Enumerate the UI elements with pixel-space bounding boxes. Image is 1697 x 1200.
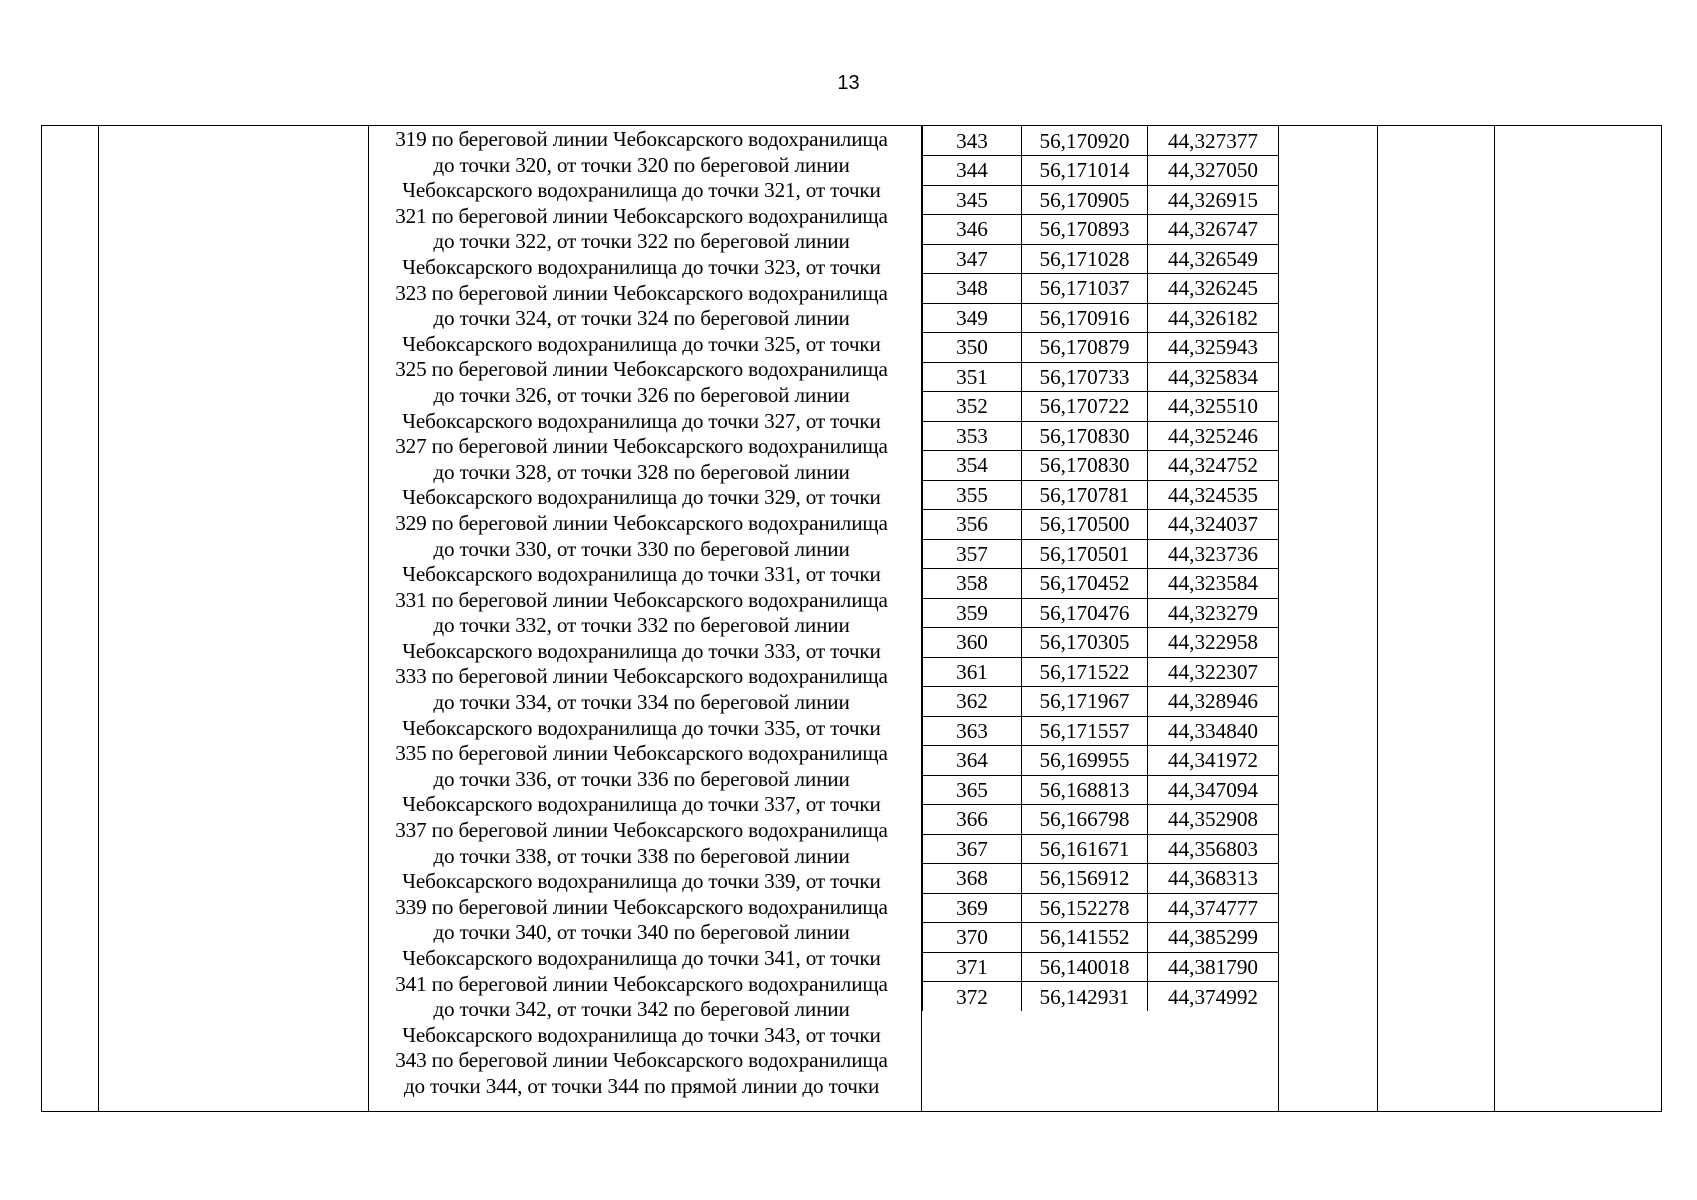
- latitude-cell: 56,141552: [1022, 923, 1148, 953]
- table-row: [923, 716, 1279, 746]
- description-line: до точки 330, от точки 330 по береговой линии: [433, 536, 850, 561]
- point-number-cell: 363: [923, 716, 1022, 746]
- point-number-cell: 367: [923, 834, 1022, 864]
- longitude-cell: 44,327050: [1148, 156, 1279, 186]
- point-number-cell: 361: [923, 657, 1022, 687]
- latitude-cell: 56,170830: [1022, 451, 1148, 481]
- longitude-cell: 44,334840: [1148, 716, 1279, 746]
- point-number-cell: 372: [923, 982, 1022, 1012]
- table-row: [923, 893, 1279, 923]
- table-row: [923, 687, 1279, 717]
- longitude-cell: 44,325510: [1148, 392, 1279, 422]
- boundary-description: [369, 127, 914, 1100]
- point-number-cell: 356: [923, 510, 1022, 540]
- description-line: Чебоксарского водохранилища до точки 325, от точки: [402, 331, 881, 356]
- point-number-cell: 354: [923, 451, 1022, 481]
- table-row: [923, 746, 1279, 776]
- table-row: [923, 569, 1279, 599]
- latitude-cell: 56,142931: [1022, 982, 1148, 1012]
- description-line: до точки 340, от точки 340 по береговой линии: [433, 920, 850, 945]
- description-line: до точки 334, от точки 334 по береговой линии: [433, 690, 850, 715]
- longitude-cell: 44,325246: [1148, 421, 1279, 451]
- point-number-cell: 353: [923, 421, 1022, 451]
- latitude-cell: 56,156912: [1022, 864, 1148, 894]
- longitude-cell: 44,356803: [1148, 834, 1279, 864]
- point-number-cell: 371: [923, 952, 1022, 982]
- description-line: 341 по береговой линии Чебоксарского водохранилища: [395, 971, 888, 996]
- latitude-cell: 56,171028: [1022, 244, 1148, 274]
- longitude-cell: 44,328946: [1148, 687, 1279, 717]
- point-number-cell: 358: [923, 569, 1022, 599]
- table-row: [923, 598, 1279, 628]
- table-row: [923, 362, 1279, 392]
- table-row: [923, 244, 1279, 274]
- table-row: [923, 834, 1279, 864]
- longitude-cell: 44,323584: [1148, 569, 1279, 599]
- column-divider: [1494, 125, 1495, 1112]
- longitude-cell: 44,385299: [1148, 923, 1279, 953]
- latitude-cell: 56,140018: [1022, 952, 1148, 982]
- point-number-cell: 359: [923, 598, 1022, 628]
- point-number-cell: 369: [923, 893, 1022, 923]
- point-number-cell: 351: [923, 362, 1022, 392]
- point-number-cell: 349: [923, 303, 1022, 333]
- latitude-cell: 56,170476: [1022, 598, 1148, 628]
- point-number-cell: 365: [923, 775, 1022, 805]
- latitude-cell: 56,170916: [1022, 303, 1148, 333]
- point-number-cell: 370: [923, 923, 1022, 953]
- table-row: [923, 185, 1279, 215]
- description-line: до точки 326, от точки 326 по береговой линии: [433, 382, 850, 407]
- table-row: [923, 982, 1279, 1012]
- description-line: 325 по береговой линии Чебоксарского водохранилища: [395, 357, 888, 382]
- latitude-cell: 56,166798: [1022, 805, 1148, 835]
- latitude-cell: 56,171522: [1022, 657, 1148, 687]
- description-line: 339 по береговой линии Чебоксарского водохранилища: [395, 894, 888, 919]
- table-row: [923, 392, 1279, 422]
- longitude-cell: 44,347094: [1148, 775, 1279, 805]
- latitude-cell: 56,171967: [1022, 687, 1148, 717]
- description-line: Чебоксарского водохранилища до точки 327, от точки: [402, 408, 881, 433]
- description-line: 327 по береговой линии Чебоксарского водохранилища: [395, 434, 888, 459]
- longitude-cell: 44,324752: [1148, 451, 1279, 481]
- column-divider: [98, 125, 99, 1112]
- longitude-cell: 44,322307: [1148, 657, 1279, 687]
- point-number-cell: 343: [923, 126, 1022, 156]
- table-row: [923, 156, 1279, 186]
- description-line: 337 по береговой линии Чебоксарского водохранилища: [395, 818, 888, 843]
- description-line: 329 по береговой линии Чебоксарского водохранилища: [395, 510, 888, 535]
- longitude-cell: 44,374992: [1148, 982, 1279, 1012]
- description-line: 323 по береговой линии Чебоксарского водохранилища: [395, 280, 888, 305]
- latitude-cell: 56,170500: [1022, 510, 1148, 540]
- longitude-cell: 44,327377: [1148, 126, 1279, 156]
- point-number-cell: 348: [923, 274, 1022, 304]
- longitude-cell: 44,352908: [1148, 805, 1279, 835]
- description-line: Чебоксарского водохранилища до точки 321, от точки: [402, 178, 881, 203]
- table-row: [923, 864, 1279, 894]
- description-line: Чебоксарского водохранилища до точки 335, от точки: [402, 715, 881, 740]
- table-row: [923, 126, 1279, 156]
- point-number-cell: 364: [923, 746, 1022, 776]
- latitude-cell: 56,152278: [1022, 893, 1148, 923]
- table-row: [923, 539, 1279, 569]
- description-line: до точки 322, от точки 322 по береговой линии: [433, 229, 850, 254]
- description-line: до точки 342, от точки 342 по береговой линии: [433, 997, 850, 1022]
- latitude-cell: 56,170452: [1022, 569, 1148, 599]
- longitude-cell: 44,381790: [1148, 952, 1279, 982]
- point-number-cell: 357: [923, 539, 1022, 569]
- point-number-cell: 347: [923, 244, 1022, 274]
- point-number-cell: 362: [923, 687, 1022, 717]
- longitude-cell: 44,325834: [1148, 362, 1279, 392]
- longitude-cell: 44,326549: [1148, 244, 1279, 274]
- latitude-cell: 56,170781: [1022, 480, 1148, 510]
- point-number-cell: 360: [923, 628, 1022, 658]
- latitude-cell: 56,170305: [1022, 628, 1148, 658]
- description-line: Чебоксарского водохранилища до точки 343, от точки: [402, 1022, 881, 1047]
- latitude-cell: 56,170722: [1022, 392, 1148, 422]
- description-line: до точки 336, от точки 336 по береговой линии: [433, 766, 850, 791]
- point-number-cell: 345: [923, 185, 1022, 215]
- description-line: до точки 324, от точки 324 по береговой линии: [433, 306, 850, 331]
- description-line: Чебоксарского водохранилища до точки 341, от точки: [402, 946, 881, 970]
- longitude-cell: 44,323736: [1148, 539, 1279, 569]
- description-line: до точки 344, от точки 344 по прямой линии до точки: [403, 1073, 880, 1098]
- table-row: [923, 775, 1279, 805]
- point-number-cell: 355: [923, 480, 1022, 510]
- table-row: [923, 657, 1279, 687]
- table-row: [923, 510, 1279, 540]
- table-row: [923, 923, 1279, 953]
- longitude-cell: 44,368313: [1148, 864, 1279, 894]
- longitude-cell: 44,325943: [1148, 333, 1279, 363]
- description-line: 321 по береговой линии Чебоксарского водохранилища: [395, 203, 888, 228]
- table-row: [923, 333, 1279, 363]
- table-row: [923, 628, 1279, 658]
- page-number: 13: [837, 72, 860, 94]
- description-line: до точки 338, от точки 338 по береговой линии: [433, 843, 850, 868]
- point-number-cell: 352: [923, 392, 1022, 422]
- longitude-cell: 44,341972: [1148, 746, 1279, 776]
- longitude-cell: 44,326182: [1148, 303, 1279, 333]
- latitude-cell: 56,170905: [1022, 185, 1148, 215]
- longitude-cell: 44,326747: [1148, 215, 1279, 245]
- latitude-cell: 56,171557: [1022, 716, 1148, 746]
- description-line: Чебоксарского водохранилища до точки 337, от точки: [402, 792, 881, 817]
- longitude-cell: 44,324535: [1148, 480, 1279, 510]
- description-line: Чебоксарского водохранилища до точки 331, от точки: [402, 562, 881, 587]
- latitude-cell: 56,171014: [1022, 156, 1148, 186]
- description-line: Чебоксарского водохранилища до точки 333, от точки: [402, 638, 881, 663]
- latitude-cell: 56,170893: [1022, 215, 1148, 245]
- longitude-cell: 44,326245: [1148, 274, 1279, 304]
- coordinates-table: [922, 126, 1279, 1011]
- table-row: [923, 215, 1279, 245]
- table-row: [923, 451, 1279, 481]
- description-line: 335 по береговой линии Чебоксарского водохранилища: [395, 741, 888, 766]
- point-number-cell: 368: [923, 864, 1022, 894]
- latitude-cell: 56,171037: [1022, 274, 1148, 304]
- description-line: Чебоксарского водохранилища до точки 339, от точки: [402, 869, 881, 894]
- table-row: [923, 952, 1279, 982]
- latitude-cell: 56,170501: [1022, 539, 1148, 569]
- table-row: [923, 805, 1279, 835]
- longitude-cell: 44,322958: [1148, 628, 1279, 658]
- table-row: [923, 480, 1279, 510]
- longitude-cell: 44,323279: [1148, 598, 1279, 628]
- point-number-cell: 366: [923, 805, 1022, 835]
- latitude-cell: 56,161671: [1022, 834, 1148, 864]
- latitude-cell: 56,170733: [1022, 362, 1148, 392]
- point-number-cell: 346: [923, 215, 1022, 245]
- latitude-cell: 56,170920: [1022, 126, 1148, 156]
- description-line: до точки 320, от точки 320 по береговой линии: [433, 152, 850, 177]
- table-row: [923, 274, 1279, 304]
- description-line: 343 по береговой линии Чебоксарского водохранилища: [395, 1048, 888, 1073]
- description-line: до точки 328, от точки 328 по береговой линии: [433, 459, 850, 484]
- description-line: 319 по береговой линии Чебоксарского водохранилища: [395, 127, 888, 151]
- description-line: Чебоксарского водохранилища до точки 323, от точки: [402, 254, 881, 279]
- latitude-cell: 56,170830: [1022, 421, 1148, 451]
- longitude-cell: 44,326915: [1148, 185, 1279, 215]
- latitude-cell: 56,170879: [1022, 333, 1148, 363]
- point-number-cell: 350: [923, 333, 1022, 363]
- table-row: [923, 303, 1279, 333]
- longitude-cell: 44,324037: [1148, 510, 1279, 540]
- column-divider: [1377, 125, 1378, 1112]
- description-line: 333 по береговой линии Чебоксарского водохранилища: [395, 664, 888, 689]
- point-number-cell: 344: [923, 156, 1022, 186]
- description-line: Чебоксарского водохранилища до точки 329, от точки: [402, 485, 881, 510]
- description-line: 331 по береговой линии Чебоксарского водохранилища: [395, 587, 888, 612]
- description-line: до точки 332, от точки 332 по береговой линии: [433, 613, 850, 638]
- longitude-cell: 44,374777: [1148, 893, 1279, 923]
- table-row: [923, 421, 1279, 451]
- latitude-cell: 56,169955: [1022, 746, 1148, 776]
- latitude-cell: 56,168813: [1022, 775, 1148, 805]
